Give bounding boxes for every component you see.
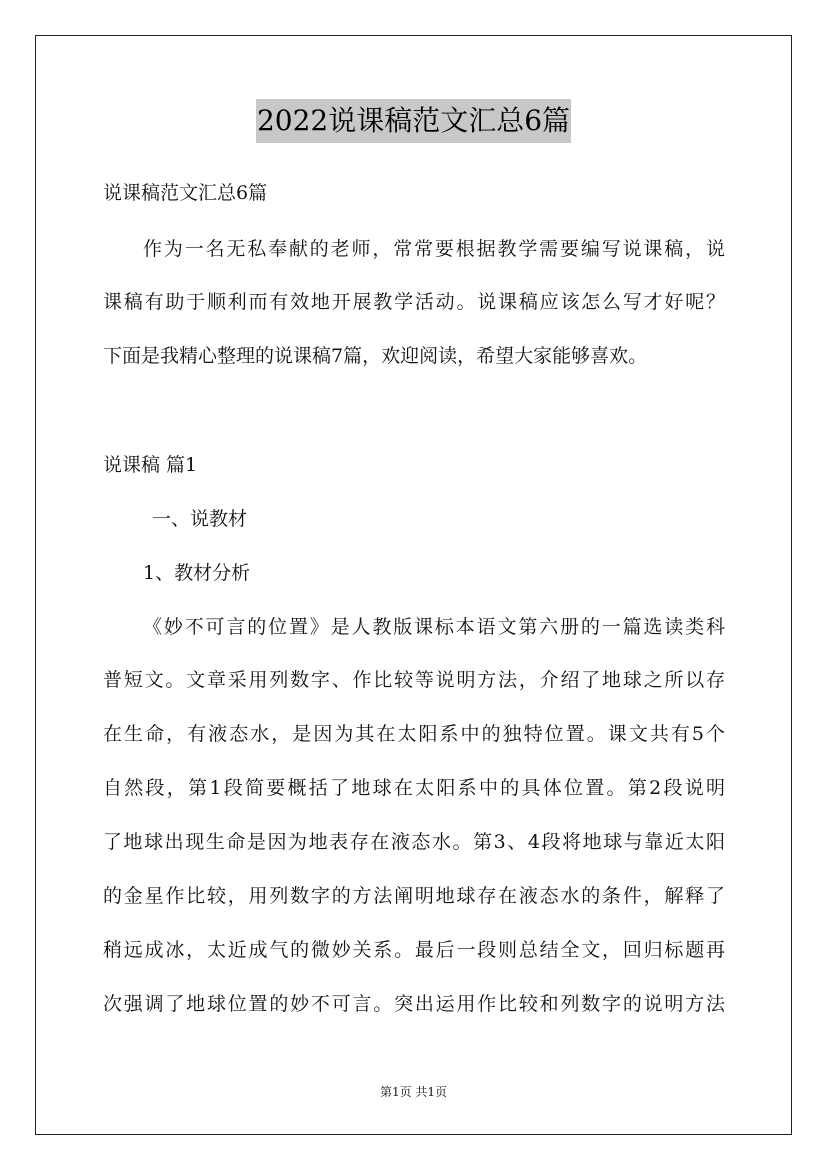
body-line-1: 《妙不可言的位置》是人教版课标本语文第六册的一篇选读类科 [143, 616, 725, 638]
body-line-5: 了地球出现生命是因为地表存在液态水。第3、4段将地球与靠近太阳 [103, 831, 725, 853]
body-line-4: 自然段，第1段简要概括了地球在太阳系中的具体位置。第2段说明 [103, 777, 725, 799]
subheading-teaching-material: 一、说教材 [152, 508, 248, 530]
body-line-2: 普短文。文章采用列数字、作比较等说明方法，介绍了地球之所以存 [103, 669, 725, 691]
page-footer: 第1页 共1页 [379, 1085, 448, 1099]
subheading-material-analysis: 1、教材分析 [143, 562, 251, 584]
body-line-8: 次强调了地球位置的妙不可言。突出运用作比较和列数字的说明方法 [103, 993, 725, 1015]
intro-line-2: 课稿有助于顺利而有效地开展教学活动。说课稿应该怎么写才好呢？ [103, 291, 725, 313]
intro-line-1: 作为一名无私奉献的老师，常常要根据教学需要编写说课稿，说 [143, 238, 725, 260]
title-container [0, 99, 827, 143]
section-heading: 说课稿 篇1 [103, 454, 198, 476]
body-line-3: 在生命，有液态水，是因为其在太阳系中的独特位置。课文共有5个 [103, 723, 725, 745]
body-line-6: 的金星作比较，用列数字的方法阐明地球存在液态水的条件，解释了 [103, 885, 725, 907]
intro-line-3: 下面是我精心整理的说课稿7篇，欢迎阅读，希望大家能够喜欢。 [103, 345, 648, 367]
document-title: 2022说课稿范文汇总6篇 [256, 99, 571, 143]
body-line-7: 稍远成冰，太近成气的微妙关系。最后一段则总结全文，回归标题再 [103, 939, 725, 961]
document-subtitle: 说课稿范文汇总6篇 [103, 182, 268, 204]
